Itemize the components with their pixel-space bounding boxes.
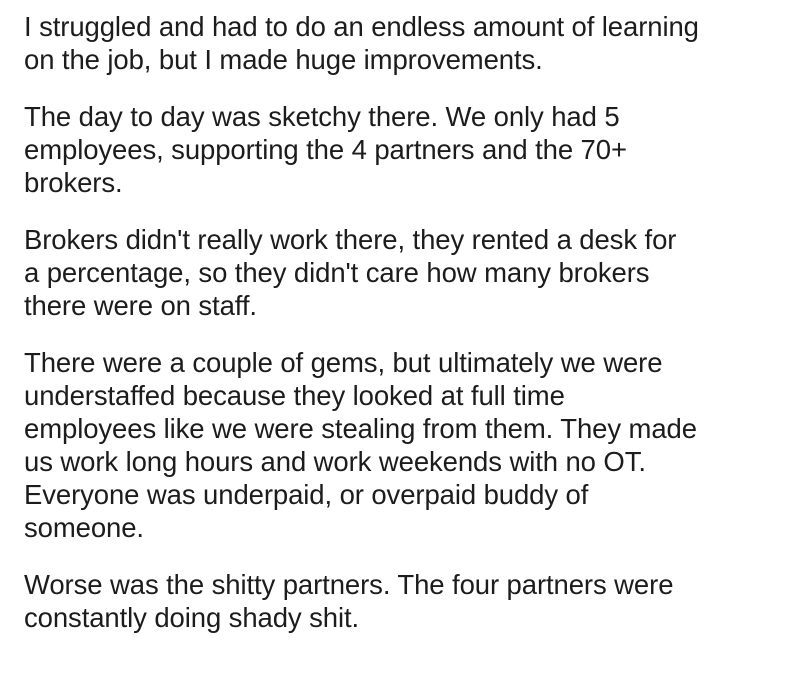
paragraph-1: [24, 10, 776, 76]
paragraph-5: [24, 568, 776, 634]
text-line: understaffed because they looked at full time: [24, 380, 565, 411]
paragraph-3: [24, 223, 776, 322]
text-line: us work long hours and work weekends with no OT.: [24, 446, 646, 477]
text-line: on the job, but I made huge improvements.: [24, 44, 543, 75]
text-line: I struggled and had to do an endless amount of learning: [24, 11, 699, 42]
text-line: a percentage, so they didn't care how many brokers: [24, 257, 650, 288]
text-line: constantly doing shady shit.: [24, 602, 360, 633]
text-line: there were on staff.: [24, 290, 257, 321]
text-line: brokers.: [24, 167, 123, 198]
text-line: employees like we were stealing from them. They made: [24, 413, 697, 444]
text-line: employees, supporting the 4 partners and the 70+: [24, 134, 627, 165]
text-line: Brokers didn't really work there, they rented a desk for: [24, 224, 677, 255]
text-line: Worse was the shitty partners. The four partners were: [24, 569, 674, 600]
text-line: There were a couple of gems, but ultimately we were: [24, 347, 663, 378]
text-line: someone.: [24, 512, 144, 543]
paragraph-4: [24, 346, 776, 544]
text-line: Everyone was underpaid, or overpaid buddy of: [24, 479, 589, 510]
paragraph-2: [24, 100, 776, 199]
text-line: The day to day was sketchy there. We only had 5: [24, 101, 620, 132]
